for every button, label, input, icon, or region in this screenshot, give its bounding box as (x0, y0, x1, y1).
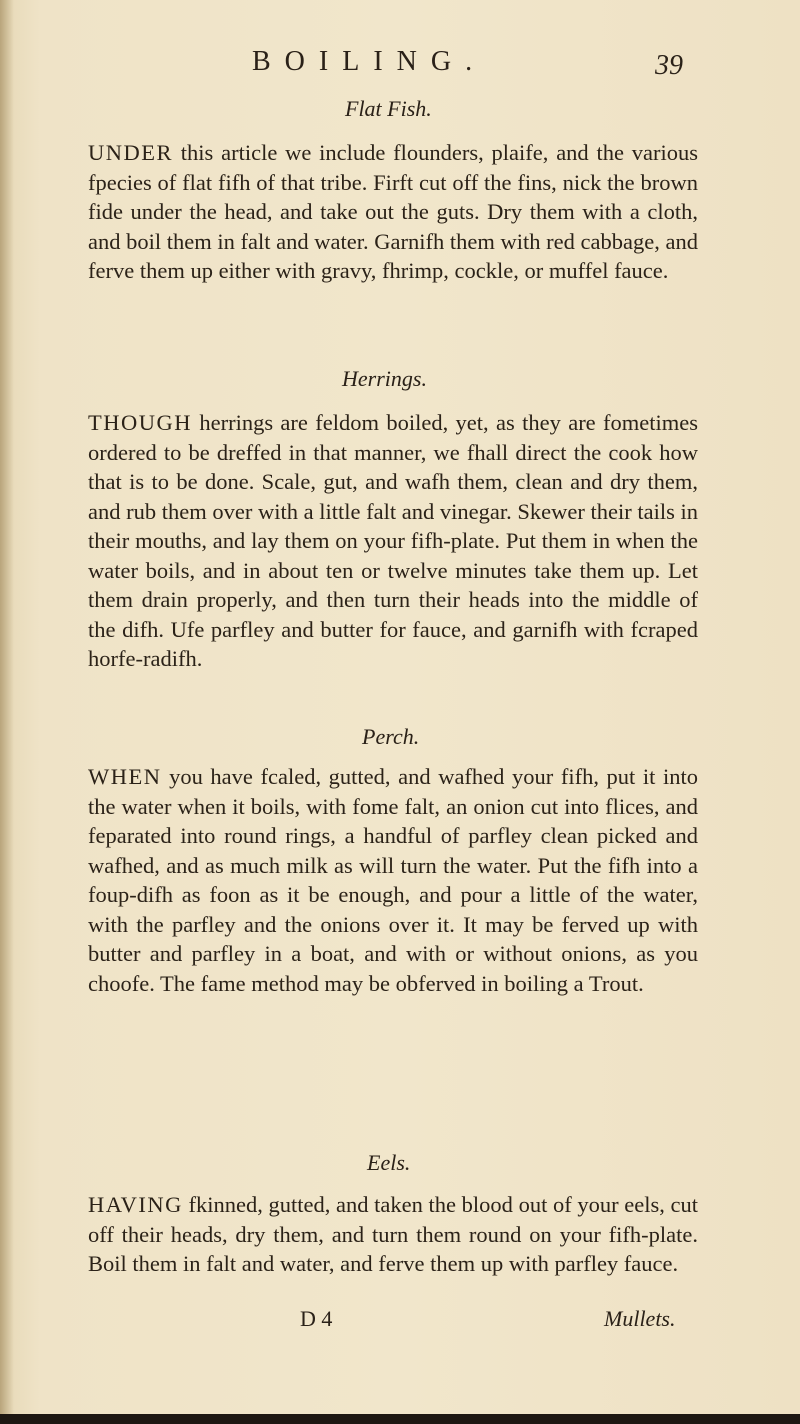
scan-bottom-edge (0, 1414, 800, 1424)
paragraph-text: fkinned, gutted, and taken the blood out of your eels, cut off their heads, dry them, and turn them round on your fifh-plate. Boil them in falt and water, and ferve them up with parfley fauce. (88, 1192, 698, 1276)
section-heading-flat-fish: Flat Fish. (345, 96, 432, 121)
page-number: 39 (655, 50, 683, 81)
section-body-flat-fish (88, 138, 698, 286)
section-heading-eels: Eels. (367, 1150, 411, 1175)
signature-mark: D 4 (300, 1306, 333, 1331)
section-body-eels (88, 1190, 698, 1279)
paragraph-text: herrings are feldom boiled, yet, as they are fometimes ordered to be dreffed in that manner, we fhall direct the cook how that is to be done. Scale, gut, and wafh them, clean and dry them, and rub them over with a little falt and vinegar. Skewer their tails in their mouths, and lay them on your fifh-plate. Put them in when the water boils, and in about ten or twelve minutes take them up. Let them drain properly, and then turn their heads into the middle of the difh. Ufe parfley and butter for fauce, and garnifh with fcraped horfe-radifh. (88, 410, 698, 671)
section-heading-herrings: Herrings. (342, 366, 427, 391)
lead-word: HAVING (88, 1192, 183, 1217)
catchword: Mullets. (604, 1306, 676, 1331)
paragraph-text: this article we include flounders, plaife, and the various fpecies of flat fifh of that tribe. Firft cut off the fins, nick the brown fide under the head, and take out the guts. Dry them with a cloth, and boil them in falt and water. Garnifh them with red cabbage, and ferve them up either with gravy, fhrimp, cockle, or muffel fauce. (88, 140, 698, 283)
section-body-perch (88, 762, 698, 998)
lead-word: UNDER (88, 140, 173, 165)
gutter-shadow (0, 0, 14, 1424)
lead-word: WHEN (88, 764, 162, 789)
section-body-herrings (88, 408, 698, 674)
lead-word: THOUGH (88, 410, 192, 435)
section-heading-perch: Perch. (362, 724, 420, 749)
running-head: BOILING. (252, 46, 487, 77)
paragraph-text: you have fcaled, gutted, and wafhed your fifh, put it into the water when it boils, with fome falt, an onion cut into flices, and feparated into round rings, a handful of parfley clean picked and wafhed, and as much milk as will turn the water. Put the fifh into a foup-difh as foon as it be enough, and pour a little of the water, with the parfley and the onions over it. It may be ferved up with butter and parfley in a boat, and with or without onions, as you choofe. The fame method may be obferved in boiling a Trout. (88, 764, 698, 996)
